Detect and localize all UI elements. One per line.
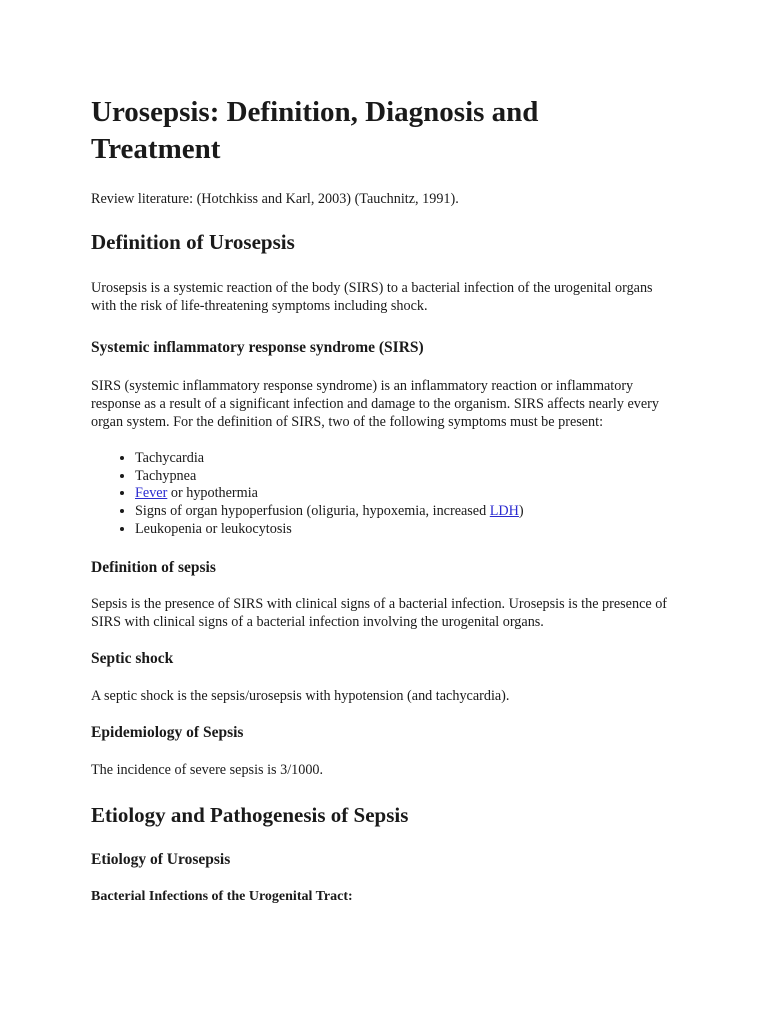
paragraph-septic-shock: A septic shock is the sepsis/urosepsis with hypotension (and tachycardia). [91,688,510,705]
fever-link[interactable]: Fever [135,485,168,502]
heading-bacterial-infections: Bacterial Infections of the Urogenital Tract: [91,889,353,905]
symptom-tachycardia: Tachycardia [135,449,205,466]
heading-definition-of-urosepsis: Definition of Urosepsis [91,230,295,255]
symptom-leukopenia: Leukopenia or leukocytosis [135,521,292,538]
paragraph-urosepsis-definition: Urosepsis is a systemic reaction of the body (SIRS) to a bacterial infection of the urogenital organs with the risk of life-threatening symptoms including shock. [91,280,653,315]
symptom-hypoperfusion-text: Signs of organ hypoperfusion (oliguria, hypoxemia, increased [135,503,490,520]
heading-definition-of-sepsis: Definition of sepsis [91,558,216,576]
page-title: Urosepsis: Definition, Diagnosis and Treatment [91,96,539,165]
list-item [135,503,678,521]
symptom-hypoperfusion-close: ) [518,503,524,520]
heading-sirs: Systemic inflammatory response syndrome (SIRS) [91,339,424,357]
symptom-tachypnea: Tachypnea [135,467,197,484]
paragraph-sirs: SIRS (systemic inflammatory response syndrome) is an inflammatory reaction or inflammatory response as a result of a significant infection and damage to the organism. SIRS affects nearly every organ system. For the definition of SIRS, two of the following symptoms must be present: [91,377,659,430]
heading-epidemiology: Epidemiology of Sepsis [91,724,244,742]
list-item [135,485,678,503]
list-item [135,468,678,486]
symptom-hypothermia-text: or hypothermia [167,485,258,502]
review-literature-text: Review literature: (Hotchkiss and Karl, 2003) (Tauchnitz, 1991). [91,191,459,208]
heading-septic-shock: Septic shock [91,650,174,668]
paragraph-epidemiology: The incidence of severe sepsis is 3/1000. [91,761,324,778]
heading-etiology-of-urosepsis: Etiology of Urosepsis [91,850,231,868]
heading-etiology-and-pathogenesis: Etiology and Pathogenesis of Sepsis [91,802,409,827]
sirs-symptom-list [91,450,678,539]
ldh-link[interactable]: LDH [489,503,519,520]
list-item [135,450,678,468]
list-item [135,521,678,539]
paragraph-sepsis-definition: Sepsis is the presence of SIRS with clinical signs of a bacterial infection. Urosepsis is the presence of SIRS with clinical signs of a bacterial infection involving the urogenital organs. [91,596,668,631]
